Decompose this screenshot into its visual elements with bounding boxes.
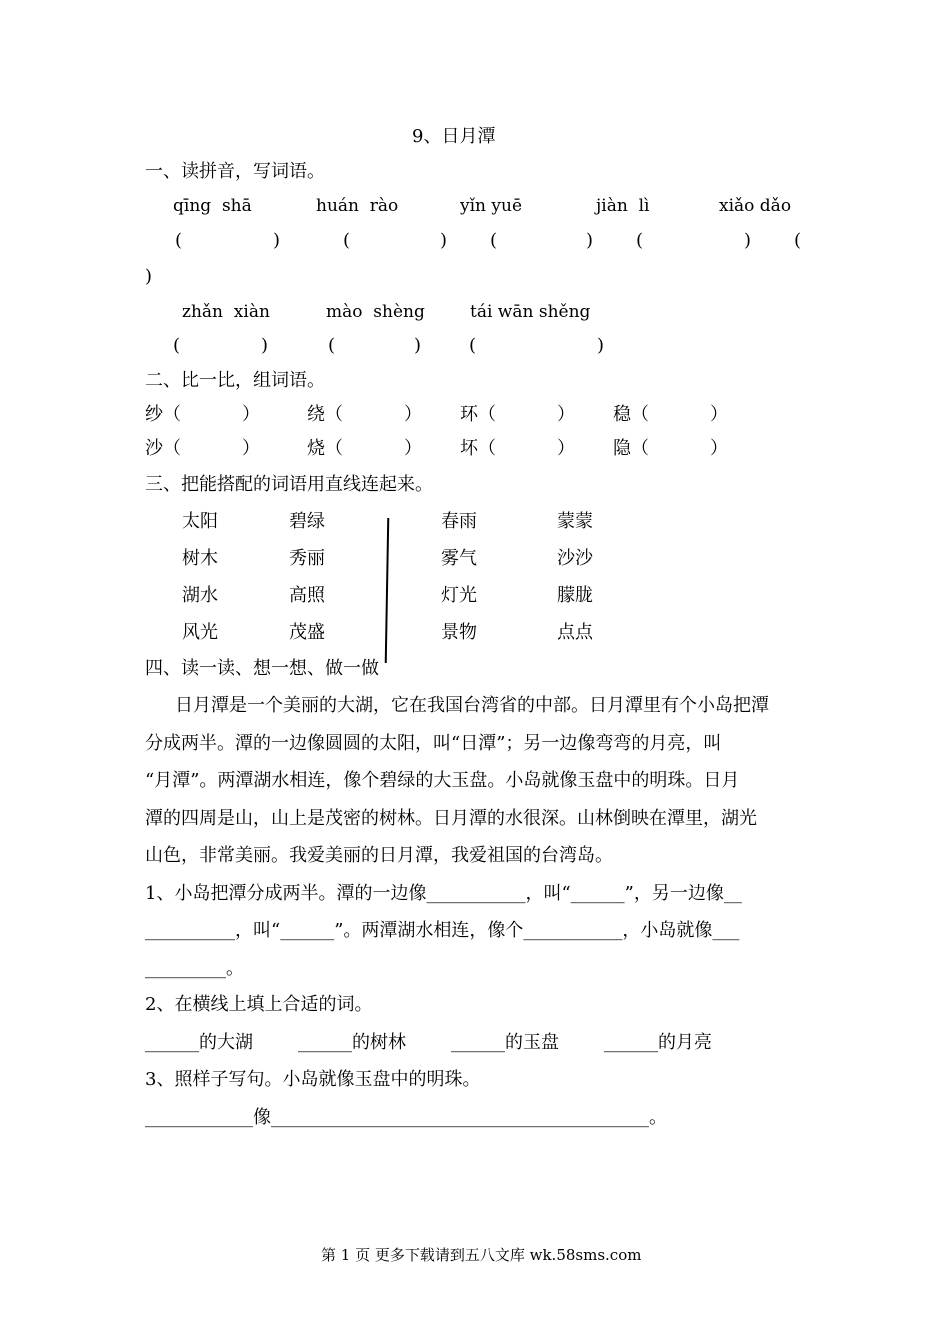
compare-char: 沙（ — [145, 438, 181, 459]
page-title: 9、日月潭 — [412, 126, 496, 147]
match-word: 春雨 — [441, 511, 477, 532]
pinyin: xiǎo dǎo — [719, 196, 792, 216]
answer-paren[interactable]: ) — [586, 230, 594, 251]
match-word: 蒙蒙 — [557, 511, 593, 532]
passage-line: 日月潭是一个美丽的大湖，它在我国台湾省的中部。日月潭里有个小岛把潭 — [175, 695, 769, 716]
match-word: 景物 — [441, 622, 477, 643]
question-1-line[interactable]: 1、小岛把潭分成两半。潭的一边像___________，叫“______”，另一边像__ — [145, 883, 742, 904]
pinyin: qīng shā — [173, 196, 252, 216]
passage-line: 分成两半。潭的一边像圆圆的太阳，叫“日潭”；另一边像弯弯的月亮，叫 — [145, 733, 722, 754]
compare-char: 纱（ — [145, 404, 181, 425]
section-3-heading: 三、把能搭配的词语用直线连起来。 — [145, 474, 433, 495]
match-word: 树木 — [182, 548, 218, 569]
fill-blank-item[interactable]: ______的玉盘 — [451, 1032, 559, 1053]
answer-paren[interactable]: ) — [145, 266, 153, 287]
compare-close: ） — [557, 404, 575, 425]
match-word: 太阳 — [182, 511, 218, 532]
match-word: 高照 — [289, 585, 325, 606]
match-word: 秀丽 — [289, 548, 325, 569]
match-word: 沙沙 — [557, 548, 593, 569]
match-word: 湖水 — [182, 585, 218, 606]
compare-close: ） — [242, 404, 260, 425]
question-1-line[interactable]: __________，叫“______”。两潭湖水相连，像个___________，小岛就像___ — [145, 920, 740, 941]
pinyin: huán rào — [316, 196, 399, 216]
match-word: 风光 — [182, 622, 218, 643]
answer-paren[interactable]: ( — [343, 230, 351, 251]
pinyin: tái wān shěng — [470, 302, 591, 322]
passage-line: “月潭”。两潭湖水相连，像个碧绿的大玉盘。小岛就像玉盘中的明珠。日月 — [145, 770, 740, 791]
answer-paren[interactable]: ) — [261, 335, 269, 356]
pinyin: mào shèng — [326, 302, 425, 322]
section-2-heading: 二、比一比，组词语。 — [145, 370, 325, 391]
match-word: 灯光 — [441, 585, 477, 606]
fill-blank-item[interactable]: ______的月亮 — [604, 1032, 712, 1053]
answer-paren[interactable]: ( — [490, 230, 498, 251]
compare-char: 稳（ — [613, 404, 649, 425]
answer-paren[interactable]: ( — [469, 335, 477, 356]
answer-paren[interactable]: ( — [794, 230, 802, 251]
passage-line: 潭的四周是山，山上是茂密的树林。日月潭的水很深。山林倒映在潭里，湖光 — [145, 808, 757, 829]
compare-close: ） — [404, 404, 422, 425]
divider-line — [385, 518, 390, 663]
compare-close: ） — [710, 404, 728, 425]
pinyin: yǐn yuē — [460, 196, 523, 216]
page-footer: 第 1 页 更多下载请到五八文库 wk.58sms.com — [321, 1246, 642, 1264]
pinyin: jiàn lì — [596, 196, 650, 216]
match-word: 碧绿 — [289, 511, 325, 532]
compare-char: 烧（ — [307, 438, 343, 459]
match-word: 茂盛 — [289, 622, 325, 643]
question-3-heading: 3、照样子写句。小岛就像玉盘中的明珠。 — [145, 1069, 481, 1090]
answer-paren[interactable]: ( — [328, 335, 336, 356]
compare-close: ） — [710, 438, 728, 459]
question-2-heading: 2、在横线上填上合适的词。 — [145, 994, 373, 1015]
answer-paren[interactable]: ( — [175, 230, 183, 251]
match-word: 点点 — [557, 622, 593, 643]
compare-close: ） — [242, 438, 260, 459]
compare-close: ） — [404, 438, 422, 459]
answer-paren[interactable]: ( — [636, 230, 644, 251]
section-1-heading: 一、读拼音，写词语。 — [145, 161, 325, 182]
answer-paren[interactable]: ) — [744, 230, 752, 251]
match-word: 雾气 — [441, 548, 477, 569]
fill-blank-item[interactable]: ______的树林 — [298, 1032, 406, 1053]
compare-char: 绕（ — [307, 404, 343, 425]
compare-char: 坏（ — [460, 438, 496, 459]
answer-paren[interactable]: ) — [273, 230, 281, 251]
match-word: 朦胧 — [557, 585, 593, 606]
answer-paren[interactable]: ) — [440, 230, 448, 251]
answer-paren[interactable]: ) — [597, 335, 605, 356]
section-4-heading: 四、读一读、想一想、做一做 — [145, 658, 379, 679]
question-3-answer-line[interactable]: ____________像__________________________________________。 — [145, 1107, 667, 1128]
passage-line: 山色，非常美丽。我爱美丽的日月潭，我爱祖国的台湾岛。 — [145, 845, 613, 866]
pinyin: zhǎn xiàn — [182, 302, 270, 322]
compare-char: 环（ — [460, 404, 496, 425]
compare-char: 隐（ — [613, 438, 649, 459]
fill-blank-item[interactable]: ______的大湖 — [145, 1032, 253, 1053]
answer-paren[interactable]: ) — [414, 335, 422, 356]
answer-paren[interactable]: ( — [173, 335, 181, 356]
question-1-line[interactable]: _________。 — [145, 958, 244, 979]
compare-close: ） — [557, 438, 575, 459]
